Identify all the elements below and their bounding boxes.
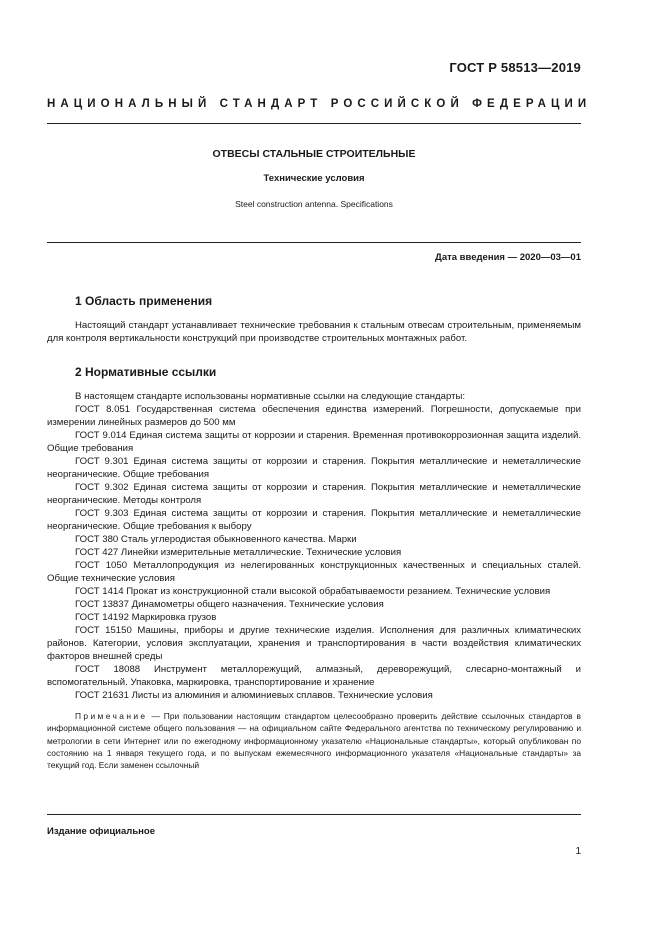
- note-text: — При пользовании настоящим стандартом целесообразно проверить действие ссылочных стандартов в информационной системе общего пользования — на официальном сайте Федерального агентства по техническому регулированию и метрологии в сети Интернет или по ежегодному информационному указателю «Национальные стандарты», который опубликован по состоянию на 1 января текущего года, и по выпускам ежемесячного информационного указателя «Национальные стандарты» за текущий год. Если заменен ссылочный: [47, 711, 581, 771]
- section-heading: 2 Нормативные ссылки: [75, 365, 217, 379]
- reference-item: ГОСТ 1414 Прокат из конструкционной стали высокой обрабатываемости резанием. Технические условия: [75, 586, 551, 597]
- title-divider: [47, 242, 581, 243]
- standard-banner: НАЦИОНАЛЬНЫЙ СТАНДАРТ РОССИЙСКОЙ ФЕДЕРАЦИИ: [47, 98, 592, 110]
- reference-item: ГОСТ 18088 Инструмент металлорежущий, алмазный, дереворежущий, слесарно-монтажный и вспомогательный. Упаковка, маркировка, транспортирование и хранение: [47, 664, 581, 688]
- reference-item: ГОСТ 8.051 Государственная система обеспечения единства измерений. Погрешности, допускаемые при измерении линейных размеров до 500 мм: [47, 404, 581, 428]
- header-divider: [47, 123, 581, 124]
- reference-item: ГОСТ 9.014 Единая система защиты от коррозии и старения. Временная противокоррозионная защита изделий. Общие требования: [47, 430, 581, 454]
- reference-item: ГОСТ 1050 Металлопродукция из нелегированных конструкционных качественных и специальных сталей. Общие технические условия: [47, 560, 581, 584]
- reference-item: ГОСТ 9.303 Единая система защиты от коррозии и старения. Покрытия металлические и неметаллические неорганические. Общие требования к выбору: [47, 508, 581, 532]
- reference-item: ГОСТ 380 Сталь углеродистая обыкновенного качества. Марки: [75, 534, 357, 545]
- section-heading: 1 Область применения: [75, 294, 213, 308]
- reference-item: ГОСТ 21631 Листы из алюминия и алюминиевых сплавов. Технические условия: [75, 690, 433, 701]
- paragraph: В настоящем стандарте использованы нормативные ссылки на следующие стандарты:: [75, 391, 466, 402]
- introduction-date: Дата введения — 2020—03—01: [435, 252, 581, 263]
- reference-item: ГОСТ 9.302 Единая система защиты от коррозии и старения. Покрытия металлические и неметаллические неорганические. Методы контроля: [47, 482, 581, 506]
- note-label: Примечание: [75, 711, 148, 721]
- reference-item: ГОСТ 9.301 Единая система защиты от коррозии и старения. Покрытия металлические и неметаллические неорганические. Общие требования: [47, 456, 581, 480]
- reference-item: ГОСТ 14192 Маркировка грузов: [75, 612, 217, 623]
- paragraph: Настоящий стандарт устанавливает технические требования к стальным отвесам строительным, применяемым для контроля вертикальности конструкций при производстве строительных монтажных работ.: [47, 320, 581, 344]
- document-subtitle: Технические условия: [263, 173, 365, 184]
- document-body: [47, 294, 581, 771]
- english-title: Steel construction antenna. Specifications: [235, 199, 393, 209]
- reference-item: ГОСТ 13837 Динамометры общего назначения. Технические условия: [75, 599, 384, 610]
- reference-item: ГОСТ 15150 Машины, приборы и другие технические изделия. Исполнения для различных климатических районов. Категории, условия эксплуатации, хранения и транспортирования в части воздействия климатических факторов внешней среды: [47, 625, 581, 662]
- note: [47, 710, 581, 771]
- section-scope: [47, 294, 581, 345]
- footer-divider: [47, 814, 581, 815]
- section-normative-references: [47, 365, 581, 771]
- reference-item: ГОСТ 427 Линейки измерительные металлические. Технические условия: [75, 547, 402, 558]
- edition-label: Издание официальное: [47, 826, 155, 837]
- document-title: ОТВЕСЫ СТАЛЬНЫЕ СТРОИТЕЛЬНЫЕ: [212, 148, 416, 160]
- document-code: ГОСТ Р 58513—2019: [449, 60, 581, 75]
- page-number: 1: [575, 846, 581, 857]
